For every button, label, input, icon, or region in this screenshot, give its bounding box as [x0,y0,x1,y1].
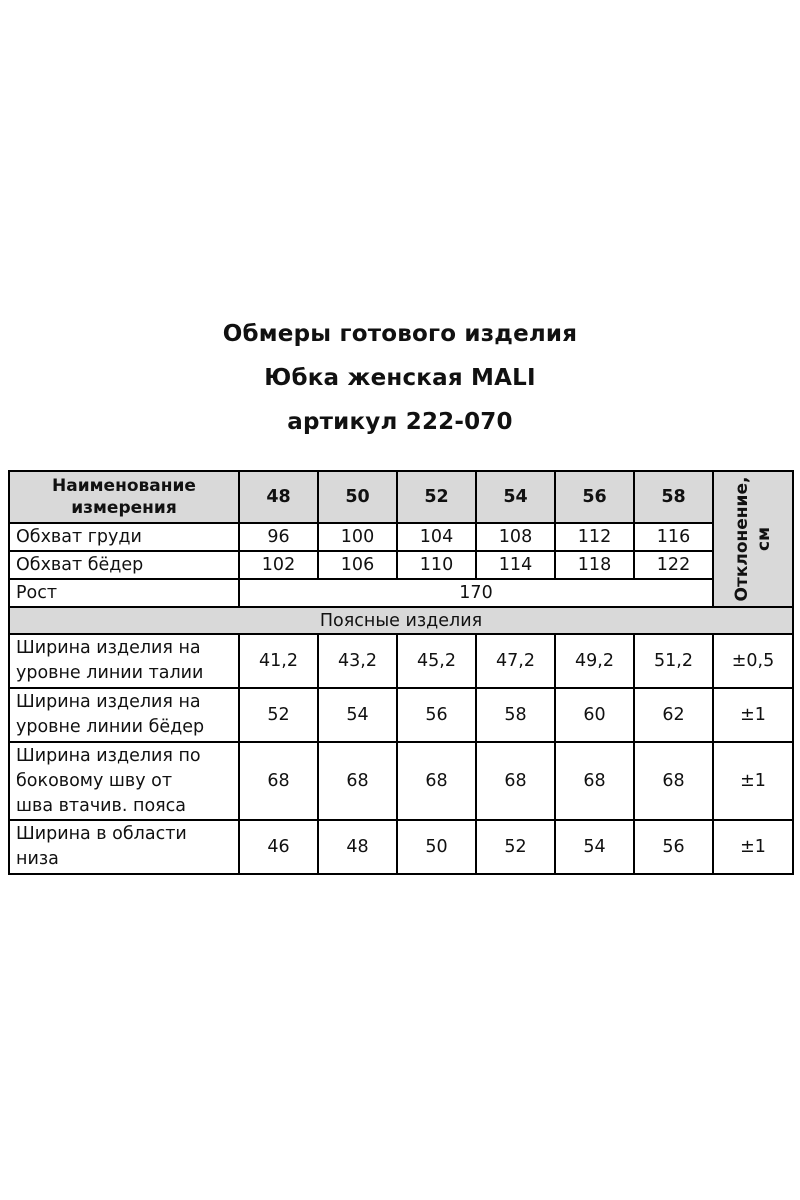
row-label-line: Ширина в области [16,824,187,844]
table-row [9,742,793,820]
deviation-cell: ±1 [713,688,793,742]
table-cell: 102 [239,551,318,579]
row-label [9,634,239,688]
header-size-58: 58 [634,471,713,523]
product-name: Юбка женская MALI [264,365,536,391]
row-label: Обхват груди [9,523,239,551]
table-cell: 68 [555,742,634,820]
row-label [9,688,239,742]
table-cell: 118 [555,551,634,579]
table-cell: 54 [318,688,397,742]
row-label: Рост [9,579,239,607]
deviation-header-line: см [754,527,774,551]
header-deviation [713,471,793,607]
table-cell: 52 [476,820,555,874]
table-cell: 106 [318,551,397,579]
table-cell: 56 [397,688,476,742]
row-label-line: Ширина изделия по [16,745,201,766]
table-row [9,579,793,607]
header-size-52: 52 [397,471,476,523]
deviation-cell: ±1 [713,742,793,820]
row-label-line: Ширина изделия на [16,638,201,658]
header-row [9,471,793,523]
table-cell: 49,2 [555,634,634,688]
table-cell: 60 [555,688,634,742]
table-cell: 96 [239,523,318,551]
table-cell: 52 [239,688,318,742]
row-label-line: уровне линии талии [16,663,204,683]
table-cell: 54 [555,820,634,874]
table-row [9,820,793,874]
row-label-line: шва втачив. пояса [16,795,187,816]
table-cell: 56 [634,820,713,874]
table-cell: 112 [555,523,634,551]
deviation-header-text [731,477,775,602]
header-size-50: 50 [318,471,397,523]
table-cell: 68 [397,742,476,820]
table-cell: 46 [239,820,318,874]
table-row [9,523,793,551]
table-cell: 110 [397,551,476,579]
header-size-48: 48 [239,471,318,523]
table-cell: 48 [318,820,397,874]
header-size-54: 54 [476,471,555,523]
header-measurement-name [9,471,239,523]
table-cell: 68 [239,742,318,820]
table-cell: 68 [634,742,713,820]
row-label-line: низа [16,849,59,869]
table-cell: 68 [318,742,397,820]
height-value-cell: 170 [239,579,713,607]
table-cell: 114 [476,551,555,579]
table-cell: 43,2 [318,634,397,688]
table-cell: 68 [476,742,555,820]
table-cell: 122 [634,551,713,579]
table-cell: 50 [397,820,476,874]
document-titles [0,312,800,444]
document-title: Обмеры готового изделия [222,321,578,347]
deviation-cell: ±1 [713,820,793,874]
table-cell: 47,2 [476,634,555,688]
table-cell: 51,2 [634,634,713,688]
table-row [9,551,793,579]
row-label-line: Ширина изделия на [16,692,201,712]
table-row [9,634,793,688]
table-cell: 104 [397,523,476,551]
article-number: артикул 222-070 [287,409,513,435]
row-label-line: уровне линии бёдер [16,717,205,737]
table-cell: 116 [634,523,713,551]
row-label [9,820,239,874]
table-cell: 62 [634,688,713,742]
header-name-line: Наименование [52,476,196,496]
section-header-row [9,607,793,634]
table-cell: 58 [476,688,555,742]
size-chart-table [8,470,794,875]
row-label: Обхват бёдер [9,551,239,579]
header-name-line: измерения [71,498,177,518]
table-cell: 108 [476,523,555,551]
table-cell: 100 [318,523,397,551]
header-size-56: 56 [555,471,634,523]
section-title: Поясные изделия [9,607,793,634]
table-cell: 45,2 [397,634,476,688]
deviation-cell: ±0,5 [713,634,793,688]
table-cell: 41,2 [239,634,318,688]
table-row [9,688,793,742]
row-label [9,742,239,820]
row-label-line: боковому шву от [16,770,173,791]
deviation-header-line: Отклонение, [732,476,752,602]
